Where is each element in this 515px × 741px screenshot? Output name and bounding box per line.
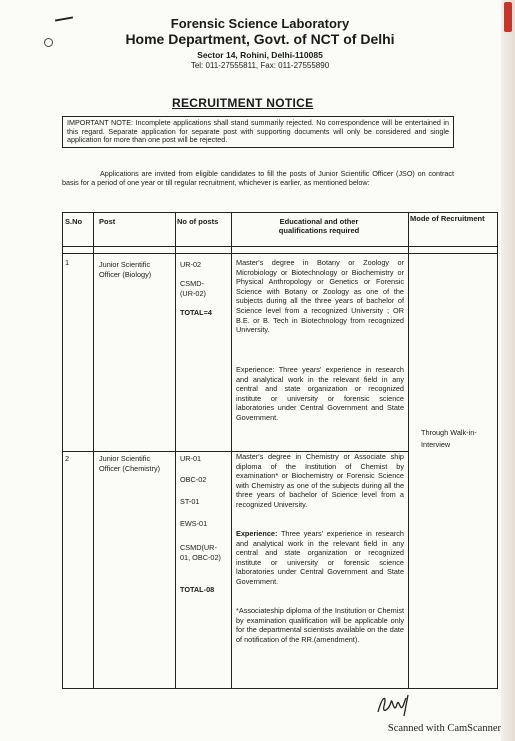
row1-posts-csmd: CSMD-(UR-02) <box>180 279 206 298</box>
row1-qualification: Master's degree in Botany or Zoology or Microbiology or Biotechnology or Biochemistry or Physical Anthropology or Genetics or Forensic Science with Botany or Zoology as one of the subjects during all the three years of bachelor of Science level from a recognized University ; OR B.E. or B. Tech in Biotechnology from recognized University. <box>236 258 404 335</box>
row1-total: TOTAL=4 <box>180 308 212 317</box>
row2-note: *Associateship diploma of the Institution or Chemist by examination qualification will be applicable only for the departmental scientists available on the date of notification of the RR.(amendment). <box>236 606 404 644</box>
row2-post: Junior Scientific Officer (Chemistry) <box>99 454 161 473</box>
experience-label: Experience: <box>236 529 278 538</box>
recruitment-table <box>62 212 498 689</box>
row2-posts-obc: OBC-02 <box>180 475 207 484</box>
notice-title: RECRUITMENT NOTICE <box>172 96 314 110</box>
intro-paragraph: Applications are invited from eligible candidates to fill the posts of Junior Scientific Officer (JSO) on contract basis for a period of one year or till regular recruitment, whichever is earlier, as mentioned below: <box>62 169 454 187</box>
row-divider <box>63 246 497 247</box>
mode-of-recruitment: Through Walk-in-Interview <box>421 428 477 449</box>
department-name: Home Department, Govt. of NCT of Delhi <box>125 31 395 47</box>
header-post: Post <box>99 217 116 226</box>
address: Sector 14, Rohini, Delhi-110085 <box>197 50 323 60</box>
header-num-posts: No of posts <box>177 217 219 226</box>
row1-post: Junior Scientific Officer (Biology) <box>99 260 152 279</box>
row2-posts-ur: UR-01 <box>180 454 202 463</box>
scanner-watermark: Scanned with CamScanner <box>387 723 501 734</box>
org-name: Forensic Science Laboratory <box>170 16 350 31</box>
punch-hole <box>44 38 53 47</box>
header-mode: Mode of Recruitment <box>410 214 485 223</box>
row2-experience <box>236 529 404 587</box>
row1-posts-ur: UR-02 <box>180 260 202 269</box>
row-divider <box>63 253 497 254</box>
row2-posts-ews: EWS-01 <box>180 519 208 528</box>
row2-posts-csmd: CSMD(UR-01, OBC-02) <box>180 543 221 562</box>
binder-tab <box>504 2 512 32</box>
row2-posts-st: ST-01 <box>180 497 200 506</box>
row2-qualification: Master's degree in Chemistry or Associate ship diploma of the Institution of Chemist by examination* or Biochemistry or Forensic Science with Chemistry as one of the subjects during all the three years of bachelor of Science level from a recognized University. <box>236 452 404 509</box>
col-divider <box>408 213 409 688</box>
header-sno: S.No <box>65 217 83 226</box>
row2-sno: 2 <box>65 454 70 463</box>
contact-line: Tel: 011-27555811, Fax: 011-27555890 <box>190 61 330 70</box>
experience-text: Three years' experience in research and analytical work in the relevant field in any central and state organization or recognized institute or university or forensic science laboratories under Central Government and State Government. <box>236 529 404 586</box>
important-note: IMPORTANT NOTE: Incomplete applications shall stand summarily rejected. No correspondence will be entertained in this regard. Separate application for separate post with supporting documents will only be considered and single application for more than one post will be rejected. <box>62 116 454 148</box>
row1-sno: 1 <box>65 258 70 267</box>
signature <box>375 692 415 718</box>
page-edge <box>501 0 515 741</box>
row2-total: TOTAL-08 <box>180 585 215 594</box>
row1-experience: Experience: Three years' experience in research and analytical work in the relevant field in any central and state organization or recognized institute or university or forensic science laboratories under Central Government and State Government. <box>236 365 404 422</box>
header-qualifications: Educational and other qualifications required <box>278 217 360 236</box>
